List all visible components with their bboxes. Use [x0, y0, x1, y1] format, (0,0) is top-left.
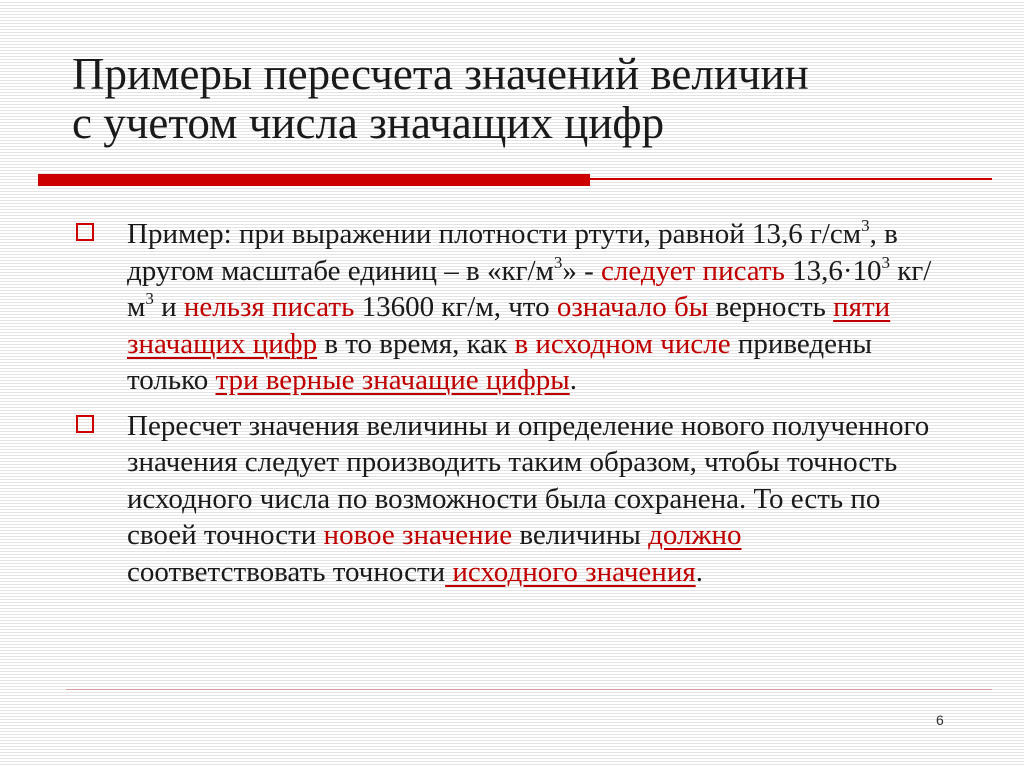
underlined-highlighted-text: должно — [648, 519, 742, 551]
bullet-text: кг/м — [127, 254, 932, 323]
square-bullet-icon — [76, 223, 94, 241]
highlighted-text: новое значение — [323, 519, 513, 551]
bullet-text: приведены только — [127, 327, 873, 396]
slide-title — [72, 50, 972, 148]
superscript: 3 — [553, 252, 563, 272]
title-underline-thick-segment — [38, 174, 590, 186]
bullet-text: Пример: при выражении плотности ртути, равной 13,6 г/см — [127, 218, 862, 250]
bullet-text: величины — [512, 519, 649, 551]
square-bullet-icon — [76, 415, 94, 433]
superscript: 3 — [881, 252, 891, 272]
underlined-highlighted-text: три верные значащие цифры — [215, 364, 570, 396]
underlined-highlighted-text: исходного значения — [445, 555, 696, 588]
superscript: 3 — [861, 216, 870, 235]
bullet-text: соответствовать точности — [127, 555, 446, 588]
bullet-text: Пересчет значения величины и определение нового полученного значения следует производить таким образом, чтобы точность исходного числа по возможности была сохранена. То есть по своей точности — [127, 409, 930, 551]
superscript: 3 — [145, 289, 154, 308]
bullet-item-recalculation-rule — [76, 408, 936, 591]
highlighted-text: означало бы — [556, 291, 709, 323]
highlighted-text: в исходном числе — [514, 327, 731, 360]
bullet-text: » - — [562, 254, 602, 287]
page-number: 6 — [936, 712, 944, 728]
underlined-highlighted-text: пяти значащих цифр — [127, 291, 891, 360]
bullet-text: , в другом масштабе единиц – в «кг/м — [127, 218, 898, 287]
footer-divider — [66, 689, 992, 690]
slide-title-line-1: Примеры пересчета значений величин — [72, 49, 809, 99]
highlighted-text: нельзя писать — [183, 291, 355, 323]
slide-title-line-2: с учетом числа значащих цифр — [72, 98, 665, 148]
bullet-text: . — [569, 364, 577, 396]
bullet-text: . — [695, 555, 703, 588]
bullet-text: 13,6·10 — [784, 254, 882, 287]
bullet-text: 13600 кг/м, что — [354, 291, 557, 323]
highlighted-text: следует писать — [601, 254, 785, 287]
slide-content — [76, 216, 936, 599]
bullet-item-mercury-density-example — [76, 216, 936, 399]
bullet-text: верность — [708, 291, 834, 323]
bullet-text: в то время, как — [317, 327, 515, 360]
title-underline — [38, 174, 992, 186]
title-underline-thin-segment — [590, 178, 992, 180]
bullet-text: и — [153, 291, 184, 323]
